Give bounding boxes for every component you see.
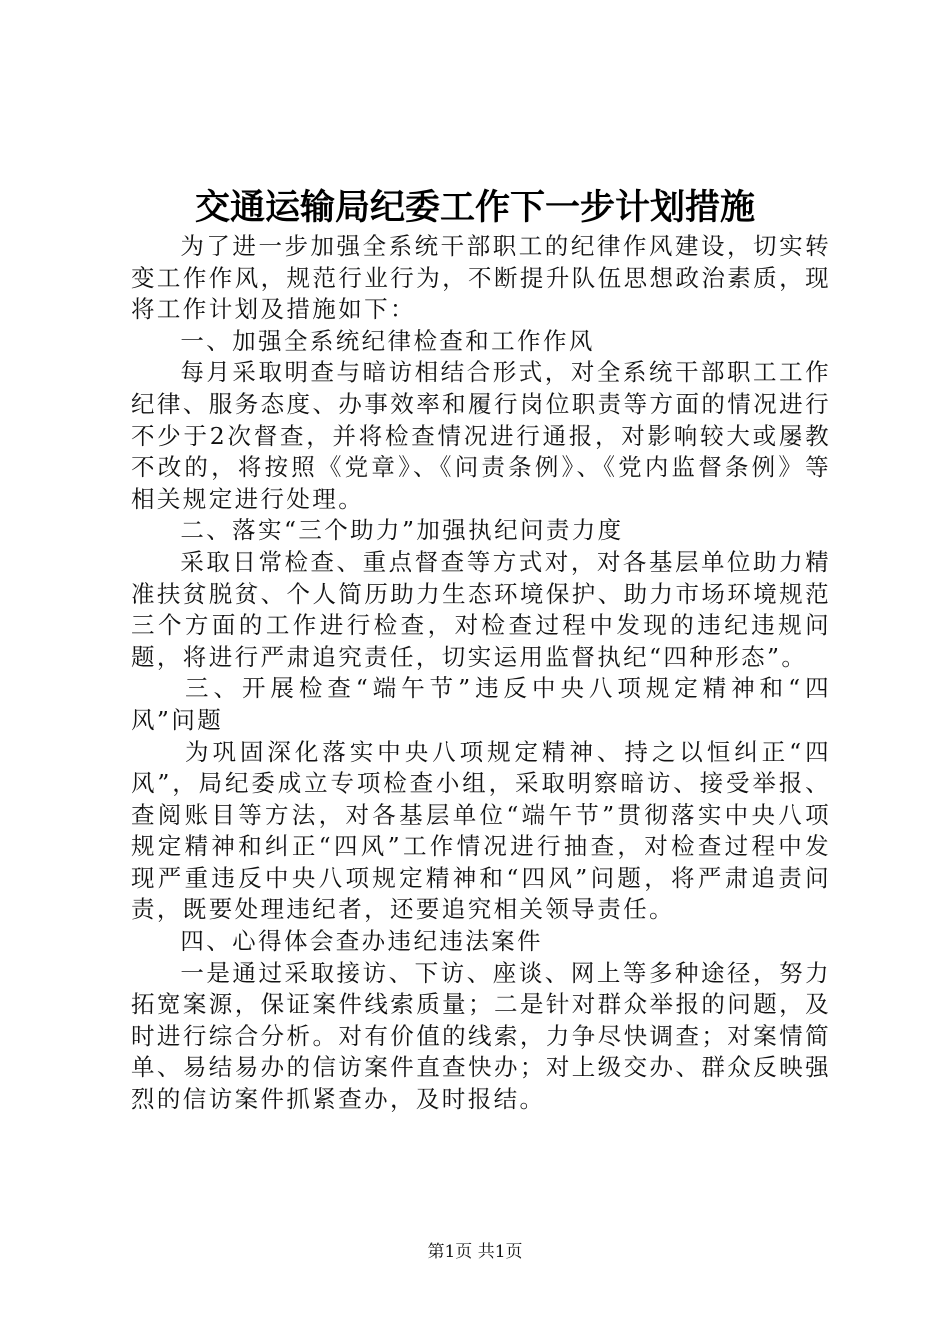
section-heading-4: 四、心得体会查办违纪违法案件 (180, 927, 543, 956)
section-paragraph-3: 为巩固深化落实中央八项规定精神、持之以恒纠正“四风”，局纪委成立专项检查小组，采取明察暗访、接受举报、查阅账目等方法，对各基层单位“端午节”贯彻落实中央八项规定精神和纠正“四风”工作情况进行抽查，对检查过程中发现严重违反中央八项规定精神和“四风”问题，将严肃追责问责，既要处理违纪者，还要追究相关领导责任。 (131, 737, 831, 924)
document-title: 交通运输局纪委工作下一步计划措施 (194, 187, 755, 228)
section-heading-1: 一、加强全系统纪律检查和工作作风 (180, 326, 595, 355)
section-paragraph-4: 一是通过采取接访、下访、座谈、网上等多种途径，努力拓宽案源，保证案件线索质量；二是针对群众举报的问题，及时进行综合分析。对有价值的线索，力争尽快调查；对案情简单、易结易办的信访案件直查快办；对上级交办、群众反映强烈的信访案件抓紧查办，及时报结。 (131, 958, 831, 1114)
section-heading-2: 二、落实“三个助力”加强执纪问责力度 (180, 516, 624, 545)
page-footer: 第1页 共1页 (427, 1242, 523, 1262)
document-body (131, 231, 831, 1116)
section-heading-3: 三、开展检查“端午节”违反中央八项规定精神和“四风”问题 (131, 674, 831, 734)
section-paragraph-1: 每月采取明查与暗访相结合形式，对全系统干部职工工作纪律、服务态度、办事效率和履行岗位职责等方面的情况进行不少于2次督查，并将检查情况进行通报，对影响较大或屡教不改的，将按照《党章》、《问责条例》、《党内监督条例》等相关规定进行处理。 (131, 358, 831, 513)
section-paragraph-2: 采取日常检查、重点督查等方式对，对各基层单位助力精准扶贫脱贫、个人简历助力生态环境保护、助力市场环境规范三个方面的工作进行检查，对检查过程中发现的违纪违规问题，将进行严肃追究责任，切实运用监督执纪“四种形态”。 (131, 547, 831, 671)
intro-paragraph: 为了进一步加强全系统干部职工的纪律作风建设，切实转变工作作风，规范行业行为，不断提升队伍思想政治素质，现将工作计划及措施如下： (131, 232, 831, 324)
